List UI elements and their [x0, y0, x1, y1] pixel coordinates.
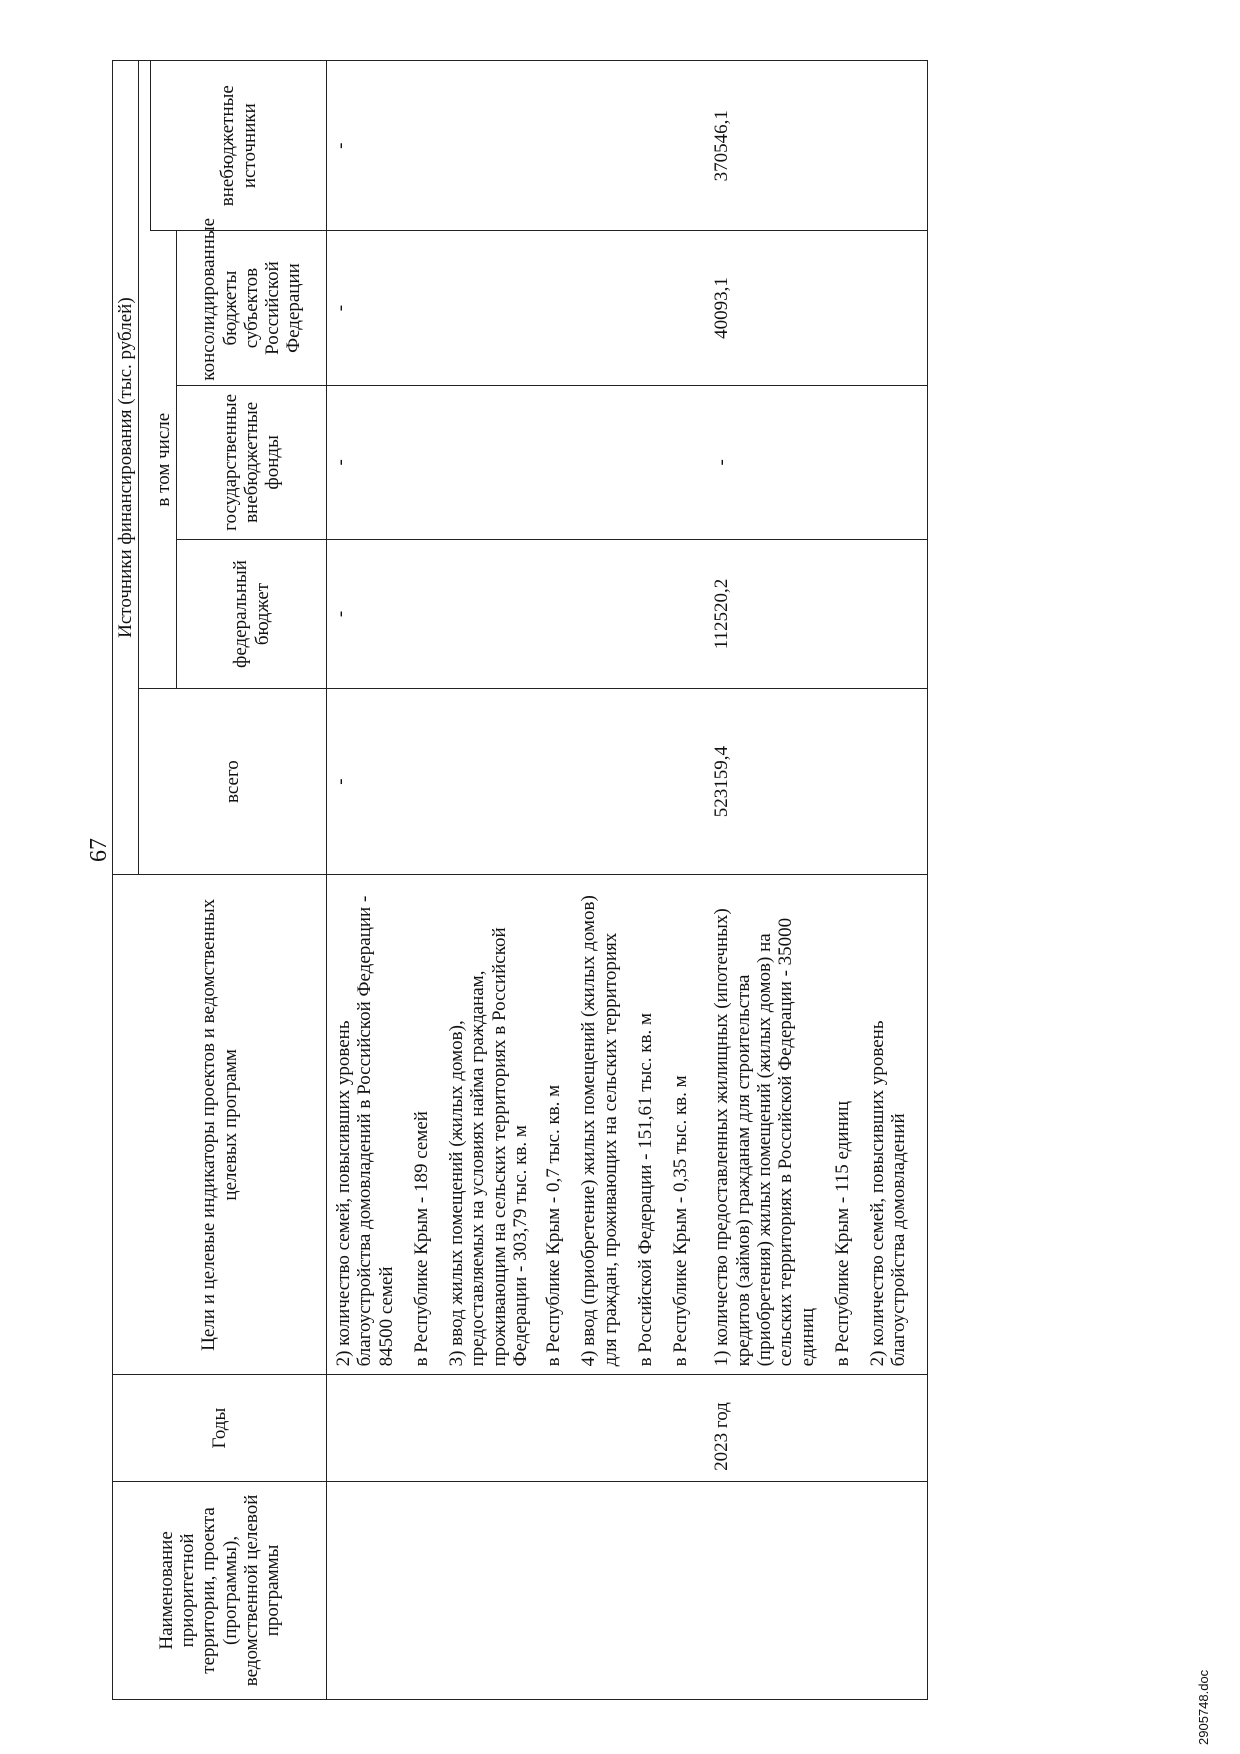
goal-line: в Республике Крым - 115 единиц [831, 1100, 853, 1367]
cell-goals [327, 875, 709, 1375]
rotated-table-frame [112, 60, 1182, 1700]
cell-total: - [327, 689, 709, 875]
cell-federal: 112520,2 [708, 540, 927, 689]
goal-line: 3) ввод жилых помещений (жилых домов), предоставляемых на условиях найма гражданам, проживающим на сельских территориях в Российской Федерации - 303,79 тыс. кв. м [446, 927, 531, 1367]
cell-year: 2023 год [708, 1375, 927, 1481]
goal-line: 4) ввод (приобретение) жилых помещений (жилых домов) для граждан, проживающих на сельских территориях [578, 895, 621, 1367]
cell-total: 523159,4 [708, 689, 927, 875]
header-incl: в том числе [151, 231, 177, 689]
header-state-funds: государственные внебюджетные фонды [177, 385, 327, 539]
cell-extra: - [327, 61, 709, 231]
cell-federal: - [327, 540, 709, 689]
header-regional: консолидированные бюджеты субъектов Российской Федерации [177, 231, 327, 385]
cell-year [327, 1375, 709, 1481]
goal-line: 2) количество семей, повысивших уровень благоустройства домовладений в Российской Федерации - 84500 семей [333, 895, 397, 1367]
goal-line: в Российской Федерации - 151,61 тыс. кв. м [634, 1013, 656, 1367]
cell-regional: 40093,1 [708, 231, 927, 385]
header-incl-spacer [139, 61, 151, 689]
goal-line: в Республике Крым - 189 семей [410, 1111, 432, 1367]
header-years: Годы [113, 1375, 327, 1481]
header-total: всего [139, 689, 327, 875]
document-filename: 2905748.doc [1196, 1669, 1211, 1745]
cell-name [708, 1481, 927, 1699]
header-goals: Цели и целевые индикаторы проектов и ведомственных целевых программ [113, 875, 327, 1375]
goal-line: 1) количество предоставленных жилищных (ипотечных) кредитов (займов) гражданам для строительства (приобретения) жилых помещений (жилых домов) на сельских территориях в Российской Федерации - 35000 единиц [711, 908, 818, 1367]
goal-line: в Республике Крым - 0,7 тыс. кв. м [543, 1084, 565, 1367]
goal-line: 2) количество семей, повысивших уровень благоустройства домовладений [867, 1020, 910, 1367]
cell-regional: - [327, 231, 709, 385]
goal-line: в Республике Крым - 0,35 тыс. кв. м [670, 1075, 692, 1367]
cell-extra: 370546,1 [708, 61, 927, 231]
header-sources: Источники финансирования (тыс. рублей) [113, 61, 139, 875]
page-number: 67 [86, 838, 112, 862]
cell-state-funds: - [708, 385, 927, 539]
cell-goals [708, 875, 927, 1375]
table-row [327, 61, 709, 1700]
header-extra: внебюджетные источники [151, 61, 327, 231]
cell-state-funds: - [327, 385, 709, 539]
financing-table [112, 60, 928, 1700]
header-federal: федеральный бюджет [177, 540, 327, 689]
header-name: Наименование приоритетной территории, проекта (программы), ведомственной целевой программы [113, 1481, 327, 1699]
table-row [708, 61, 927, 1700]
cell-name [327, 1481, 709, 1699]
